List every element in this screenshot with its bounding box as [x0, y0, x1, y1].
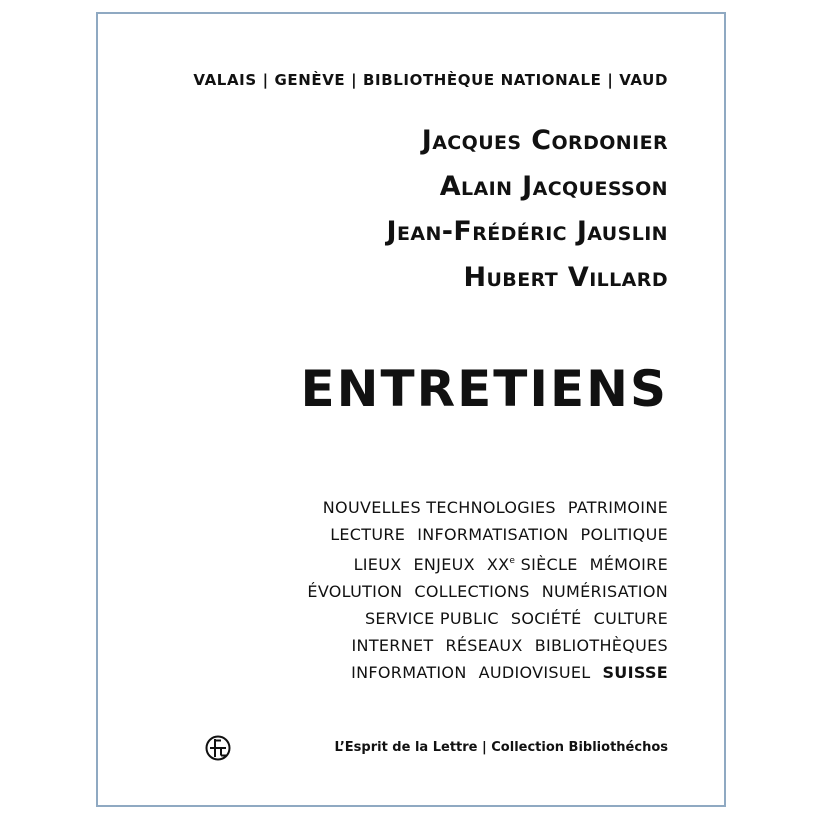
- places-line: VALAIS | GENÈVE | BIBLIOTHÈQUE NATIONALE | VAUD: [193, 71, 668, 89]
- keywords-block: [307, 494, 668, 686]
- keyword: NUMÉRISATION: [541, 582, 668, 601]
- publisher-line: L’Esprit de la Lettre | Collection Bibliothéchos: [334, 740, 668, 755]
- keyword: INTERNET: [351, 636, 434, 655]
- author-name: Hubert Villard: [463, 261, 668, 293]
- keyword: RÉSEAUX: [445, 636, 523, 655]
- century-word: SIÈCLE: [520, 555, 578, 574]
- authors-list: [387, 118, 668, 300]
- keyword-line: [307, 605, 668, 632]
- keyword: BIBLIOTHÈQUES: [534, 636, 668, 655]
- keyword: SOCIÉTÉ: [510, 609, 582, 628]
- keyword-highlight: SUISSE: [602, 663, 668, 682]
- book-title: ENTRETIENS: [300, 360, 668, 418]
- keyword: POLITIQUE: [580, 525, 668, 544]
- keyword-line: [307, 521, 668, 548]
- keyword: COLLECTIONS: [414, 582, 530, 601]
- keyword: AUDIOVISUEL: [478, 663, 591, 682]
- author-name: Jacques Cordonier: [421, 125, 668, 156]
- keyword: INFORMATION: [351, 663, 467, 682]
- keyword: LECTURE: [330, 525, 406, 544]
- keyword-line: [307, 548, 668, 578]
- keyword: LIEUX: [353, 555, 402, 574]
- keyword-line: [307, 578, 668, 605]
- keyword: NOUVELLES TECHNOLOGIES: [322, 498, 556, 517]
- keyword-line: [307, 659, 668, 686]
- keyword: PATRIMOINE: [567, 498, 668, 517]
- keyword-line: [307, 632, 668, 659]
- keyword: CULTURE: [593, 609, 668, 628]
- book-cover: [96, 12, 726, 807]
- keyword: SERVICE PUBLIC: [364, 609, 499, 628]
- keyword: ÉVOLUTION: [307, 582, 403, 601]
- keyword-century: [487, 555, 578, 574]
- keyword-line: [307, 494, 668, 521]
- author-name: Jean-Frédéric Jauslin: [386, 216, 668, 247]
- author-name: Alain Jacquesson: [439, 170, 668, 202]
- keyword: INFORMATISATION: [417, 525, 569, 544]
- century-superscript: e: [509, 556, 516, 566]
- century-numeral: XX: [486, 555, 510, 574]
- keyword: MÉMOIRE: [589, 555, 668, 574]
- keyword: ENJEUX: [413, 555, 475, 574]
- fl-monogram-icon: [205, 735, 231, 761]
